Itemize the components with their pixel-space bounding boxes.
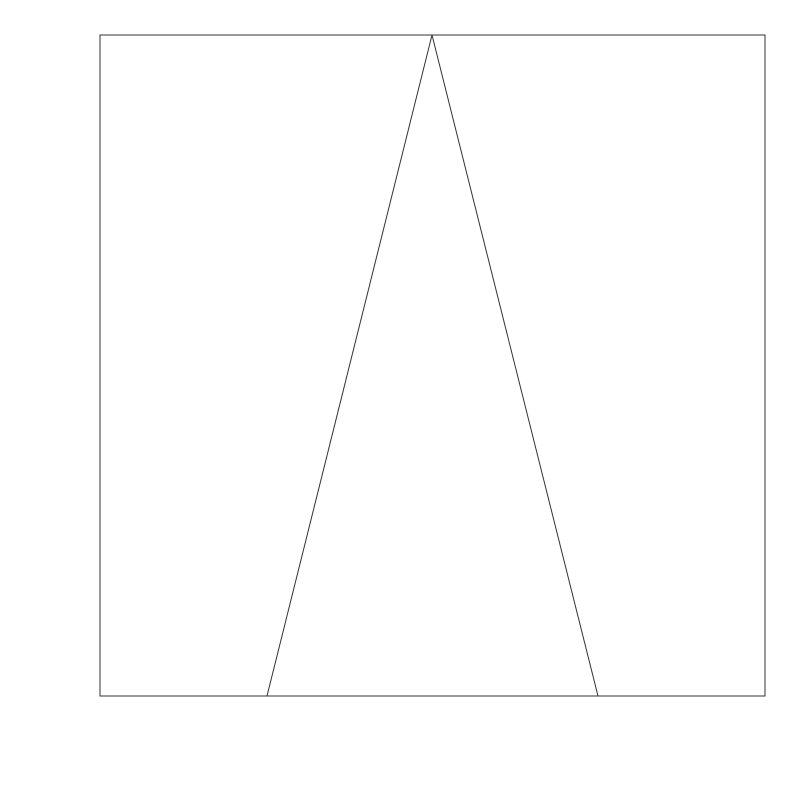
cone-right-edge (432, 35, 598, 696)
cone-left-edge (267, 35, 432, 696)
diagram-frame (100, 35, 765, 696)
